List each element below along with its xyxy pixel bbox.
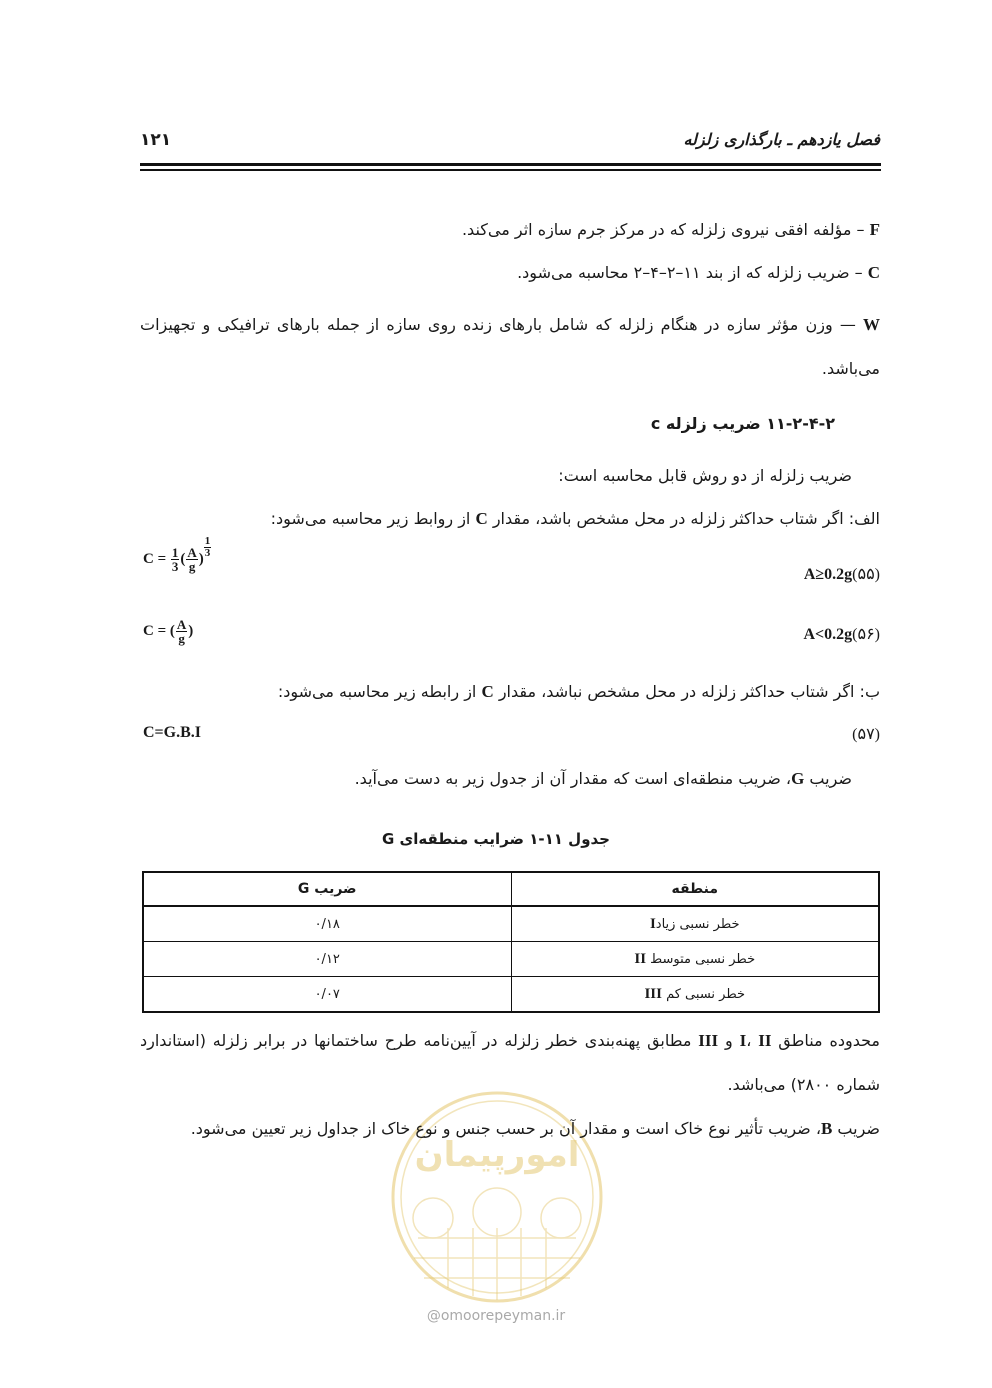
eq56-number: (۵۶)	[852, 626, 880, 643]
case-b-suffix: از رابطه زیر محاسبه می‌شود:	[277, 682, 482, 701]
equation-57-formula: C=G.B.I	[143, 724, 202, 741]
symbol-f: F	[869, 220, 880, 239]
zone-code: II	[634, 950, 647, 967]
zone-code-1: I	[739, 1031, 747, 1050]
case-b-prefix: ب: اگر شتاب حداکثر زلزله در محل مشخص نباشد، مقدار	[493, 682, 880, 701]
definition-w-text: — وزن مؤثر سازه در هنگام زلزله که شامل بارهای زنده روی سازه از جمله بارهای ترافیکی و تجهیزات می‌باشد.	[140, 315, 880, 378]
header-g: ضریب G	[143, 872, 511, 906]
eq56-den: g	[178, 631, 185, 646]
zones-sep1: ،	[746, 1031, 759, 1050]
case-a-prefix: الف: اگر شتاب حداکثر زلزله در محل مشخص باشد، مقدار	[487, 509, 880, 528]
eq55-inner-num: A	[187, 545, 197, 560]
zone-code-3: III	[698, 1031, 719, 1050]
g-value-cell: ۰/۱۸	[143, 906, 511, 942]
case-a-text	[271, 505, 880, 533]
zone-text: خطر نسبی زیاد	[655, 916, 740, 932]
g-var: G	[791, 769, 805, 788]
zone-cell	[511, 906, 879, 942]
header-rule-thick	[140, 163, 881, 166]
zones-sep2: و	[718, 1031, 740, 1050]
table-header-row	[143, 872, 879, 906]
zone-cell	[511, 942, 879, 977]
eq56-lhs: C = (	[143, 622, 175, 639]
g-value-cell: ۰/۰۷	[143, 977, 511, 1013]
definition-c	[140, 259, 880, 287]
equation-55-label	[804, 564, 880, 584]
eq55-fraction	[171, 546, 180, 573]
zone-code: I	[649, 915, 656, 932]
table-row	[143, 942, 879, 977]
definition-c-text: – ضریب زلزله که از بند ۱۱–۲–۴–۲ محاسبه می‌شود.	[517, 263, 868, 282]
definition-f	[140, 216, 880, 244]
eq55-open: (	[180, 550, 186, 567]
section-heading: ۱۱-۲-۴-۲ ضریب زلزله c	[650, 414, 835, 433]
table-row	[143, 906, 879, 942]
equation-57-number: (۵۷)	[852, 726, 880, 743]
eq55-frac-num: 1	[171, 545, 179, 560]
case-b-text	[278, 678, 880, 706]
eq56-condition: A<0.2g	[803, 626, 853, 643]
eq56-num: A	[176, 617, 187, 632]
b-prefix: ضریب	[832, 1119, 880, 1138]
b-var: B	[820, 1119, 833, 1138]
g-prefix: ضریب	[804, 769, 852, 788]
definition-f-text: – مؤلفه افقی نیروی زلزله که در مرکز جرم سازه اثر می‌کند.	[461, 220, 870, 239]
definition-w	[140, 303, 880, 391]
equation-56-formula	[143, 618, 193, 645]
eq56-close: )	[188, 622, 194, 639]
symbol-w: W	[863, 315, 880, 334]
zones-note	[140, 1019, 880, 1107]
page-number: ۱۲۱	[140, 130, 172, 150]
g-value-cell: ۰/۱۲	[143, 942, 511, 977]
b-suffix: ، ضریب تأثیر نوع خاک است و مقدار آن بر حسب جنس و نوع خاک از جداول زیر تعیین می‌شود.	[190, 1119, 821, 1138]
eq55-number: (۵۵)	[852, 566, 880, 583]
eq55-exponent	[204, 536, 212, 559]
case-a-var: C	[475, 509, 488, 528]
zones-suffix: مطابق پهنه‌بندی خطر زلزله در آیین‌نامه طرح ساختمانها در برابر زلزله (استاندارد شماره ۲۸۰۰) می‌باشد.	[140, 1031, 880, 1094]
zone-code-2: II	[758, 1031, 772, 1050]
eq55-inner-den: g	[188, 559, 196, 574]
watermark-text: @omoorepeyman.ir	[426, 1308, 566, 1324]
eq55-exp-num: 1	[204, 535, 211, 547]
g-suffix: ، ضریب منطقه‌ای است که مقدار آن از جدول زیر به دست می‌آید.	[354, 769, 792, 788]
g-coefficient-text	[355, 765, 852, 793]
header-rule-thin	[140, 169, 881, 171]
eq55-frac-den: 3	[171, 559, 179, 574]
zone-text: خطر نسبی متوسط	[646, 951, 756, 967]
table-caption: جدول ۱۱-۱ ضرایب منطقه‌ای G	[381, 830, 610, 848]
equation-55-formula	[143, 535, 211, 574]
zone-coefficient-table	[142, 871, 880, 1013]
watermark-logo-text: امورپیمان	[414, 1135, 580, 1175]
eq56-fraction	[176, 618, 187, 645]
header-zone: منطقه	[511, 872, 879, 906]
zones-prefix: محدوده مناطق	[771, 1031, 881, 1050]
eq55-exp-den: 3	[204, 547, 211, 559]
eq55-condition: A≥0.2g	[803, 566, 853, 583]
zone-code: III	[644, 985, 662, 1002]
symbol-c: C	[867, 263, 880, 282]
eq55-inner-fraction	[186, 546, 197, 573]
section-intro: ضریب زلزله از دو روش قابل محاسبه است:	[558, 466, 852, 485]
eq55-close: )	[198, 550, 204, 567]
equation-56-label	[803, 624, 880, 644]
case-b-var: C	[481, 682, 494, 701]
b-coefficient-text	[140, 1107, 880, 1151]
zone-text: خطر نسبی کم	[661, 986, 746, 1002]
eq55-lhs: C =	[143, 550, 170, 567]
zone-cell	[511, 977, 879, 1013]
case-a-suffix: از روابط زیر محاسبه می‌شود:	[270, 509, 476, 528]
chapter-title: فصل یازدهم ـ بارگذاری زلزله	[683, 130, 880, 149]
table-row	[143, 977, 879, 1013]
